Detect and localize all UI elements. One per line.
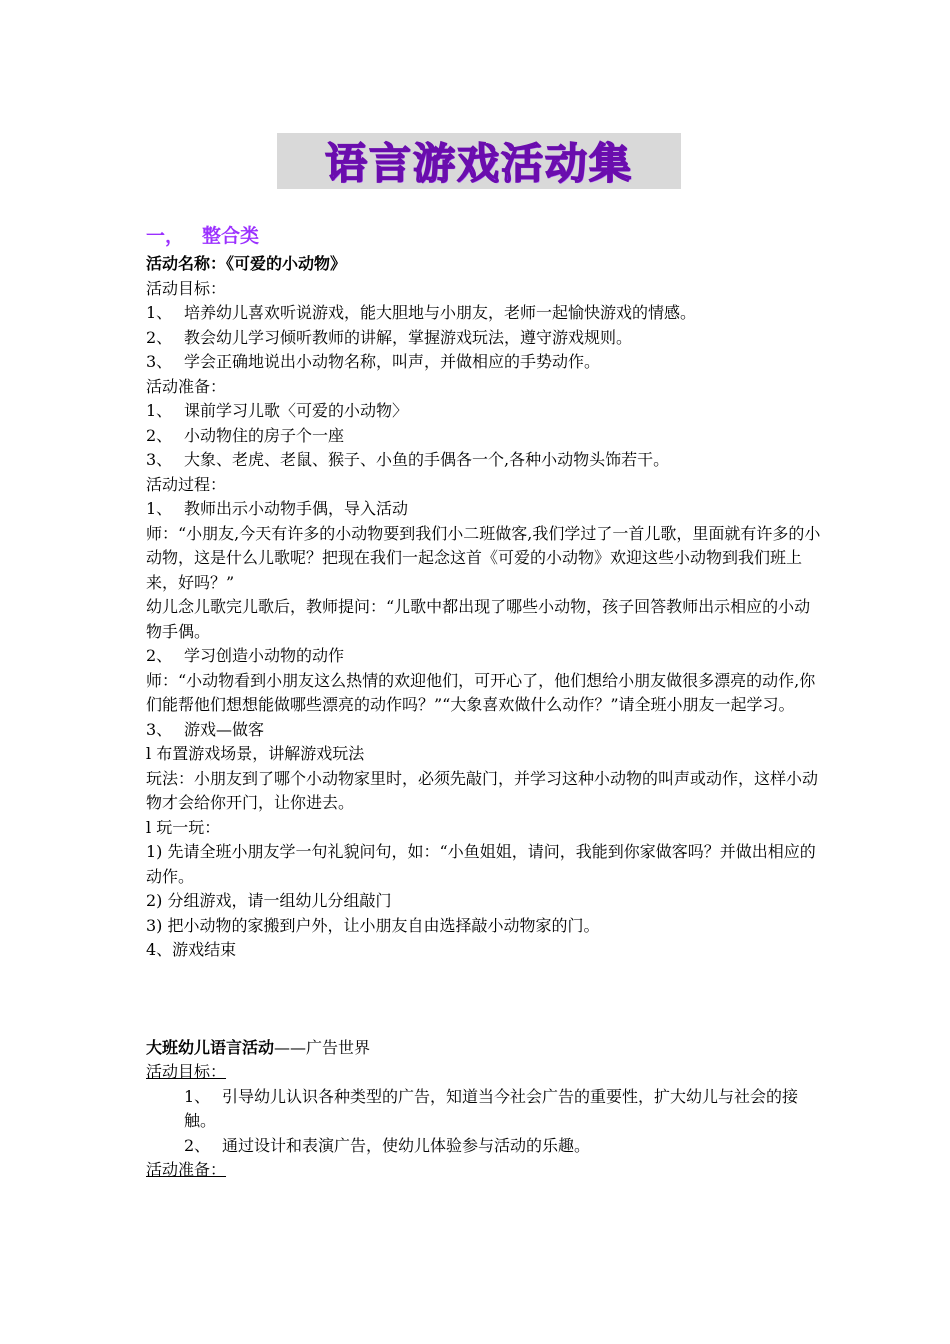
prep-heading: 活动准备： [146, 1160, 227, 1179]
goals-heading: 活动目标： [146, 1062, 227, 1081]
list-item: 1、 引导幼儿认识各种类型的广告，知道当今社会广告的重要性，扩大幼儿与社会的接触。 [184, 1086, 799, 1130]
list-item: 2) 分组游戏，请一组幼儿分组敲门 [146, 891, 392, 910]
paragraph: 幼儿念儿歌完儿歌后，教师提问：“儿歌中都出现了哪些小动物，孩子回答教师出示相应的小动物手偶。 [146, 597, 811, 641]
section-number: 一， [146, 225, 185, 247]
list-item: 1、 课前学习儿歌〈可爱的小动物〉 [146, 401, 409, 420]
section-heading [146, 222, 826, 250]
process-heading: 活动过程： [146, 474, 227, 494]
list-item: 3) 把小动物的家搬到户外，让小朋友自由选择敲小动物家的门。 [146, 915, 600, 935]
paragraph: 师：“小朋友,今天有许多的小动物要到我们小二班做客,我们学过了一首儿歌，里面就有许多的小动物，这是什么儿歌呢？把现在我们一起念这首《可爱的小动物》欢迎这些小动物到我们班上来，好吗？” [146, 523, 821, 592]
process-step: 2、 学习创造小动物的动作 [146, 646, 345, 665]
document-title: 语言游戏活动集 [324, 139, 633, 188]
process-step: 3、 游戏—做客 [146, 719, 265, 739]
paragraph: 玩法：小朋友到了哪个小动物家里时，必须先敲门，并学习这种小动物的叫声或动作，这样小动物才会给你开门，让你进去。 [146, 768, 819, 812]
section-label: 整合类 [202, 225, 260, 247]
list-item: 2、 小动物住的房子个一座 [146, 425, 345, 445]
list-item: 2、 教会幼儿学习倾听教师的讲解，掌握游戏玩法，遵守游戏规则。 [146, 327, 633, 347]
sub-step: l 布置游戏场景，讲解游戏玩法 [146, 744, 365, 763]
title-banner [277, 133, 681, 189]
sub-step: l 玩一玩： [146, 817, 221, 837]
activity-title: 大班幼儿语言活动——广告世界 [146, 1037, 371, 1057]
prep-heading: 活动准备： [146, 376, 227, 396]
list-item: 3、 学会正确地说出小动物名称，叫声，并做相应的手势动作。 [146, 352, 601, 371]
process-step: 4、游戏结束 [146, 940, 237, 959]
list-item: 1) 先请全班小朋友学一句礼貌问句，如：“小鱼姐姐，请问，我能到你家做客吗？并做出相应的动作。 [146, 842, 816, 886]
goals-heading: 活动目标： [146, 278, 227, 298]
list-item: 3、 大象、老虎、老鼠、猴子、小鱼的手偶各一个,各种小动物头饰若干。 [146, 450, 670, 469]
paragraph: 师：“小动物看到小朋友这么热情的欢迎他们，可开心了，他们想给小朋友做很多漂亮的动作,你们能帮他们想想能做哪些漂亮的动作吗？”“大象喜欢做什么动作？”请全班小朋友一起学习。 [146, 670, 816, 714]
list-item: 1、 培养幼儿喜欢听说游戏，能大胆地与小朋友，老师一起愉快游戏的情感。 [146, 303, 697, 322]
activity-name [146, 252, 826, 277]
activity-name-value: 《可爱的小动物》 [226, 254, 347, 273]
list-item: 2、 通过设计和表演广告，使幼儿体验参与活动的乐趣。 [184, 1135, 591, 1155]
process-step: 1、 教师出示小动物手偶，导入活动 [146, 499, 409, 518]
document-body [146, 222, 826, 1183]
activity-name-label: 活动名称： [146, 254, 227, 273]
